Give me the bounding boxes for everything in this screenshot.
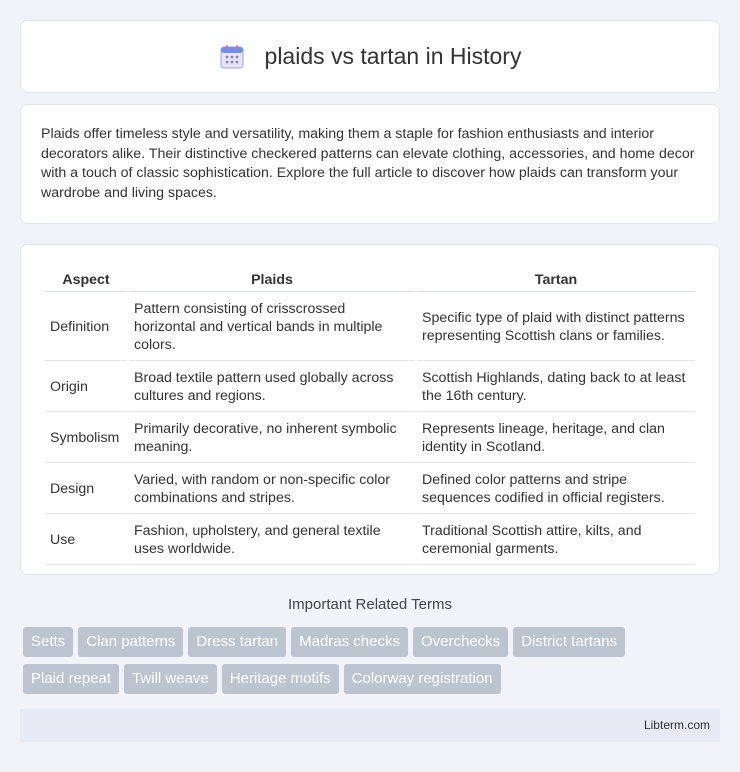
header-plaids: Plaids [129, 267, 415, 292]
aspect-cell: Symbolism [45, 414, 127, 463]
plaids-cell: Pattern consisting of crisscrossed horizontal and vertical bands in multiple colors. [129, 294, 415, 361]
tag-twill-weave[interactable]: Twill weave [124, 664, 217, 694]
comparison-card [20, 244, 720, 575]
aspect-cell: Use [45, 516, 127, 565]
tag-dress-tartan[interactable]: Dress tartan [188, 627, 286, 657]
plaids-cell: Primarily decorative, no inherent symbolic meaning. [129, 414, 415, 463]
header-aspect: Aspect [45, 267, 127, 292]
tag-colorway-registration[interactable]: Colorway registration [344, 664, 501, 694]
tartan-cell: Represents lineage, heritage, and clan identity in Scotland. [417, 414, 695, 463]
tartan-cell: Traditional Scottish attire, kilts, and ceremonial garments. [417, 516, 695, 565]
table-header-row [45, 267, 695, 292]
title-wrap [219, 43, 522, 70]
related-terms-title: Important Related Terms [288, 596, 452, 613]
intro-card [20, 104, 720, 224]
table-row [45, 294, 695, 361]
tag-madras-checks[interactable]: Madras checks [291, 627, 408, 657]
tag-district-tartans[interactable]: District tartans [513, 627, 625, 657]
aspect-cell: Design [45, 465, 127, 514]
aspect-cell: Origin [45, 363, 127, 412]
page-title: plaids vs tartan in History [264, 43, 522, 69]
tag-plaid-repeat[interactable]: Plaid repeat [23, 664, 119, 694]
related-terms-tags [23, 627, 723, 694]
tartan-cell: Scottish Highlands, dating back to at least the 16th century. [417, 363, 695, 412]
table-row [45, 516, 695, 565]
footer-link[interactable]: Libterm.com [643, 718, 710, 732]
tag-heritage-motifs[interactable]: Heritage motifs [222, 664, 339, 694]
tag-clan-patterns[interactable]: Clan patterns [78, 627, 183, 657]
table-row [45, 465, 695, 514]
tag-overchecks[interactable]: Overchecks [413, 627, 508, 657]
plaids-cell: Varied, with random or non-specific color combinations and stripes. [129, 465, 415, 514]
comparison-table [43, 265, 697, 567]
table-row [45, 363, 695, 412]
tag-setts[interactable]: Setts [23, 627, 73, 657]
footer [20, 709, 720, 742]
plaids-cell: Fashion, upholstery, and general textile uses worldwide. [129, 516, 415, 565]
header-tartan: Tartan [417, 267, 695, 292]
tartan-cell: Defined color patterns and stripe sequences codified in official registers. [417, 465, 695, 514]
table-row [45, 414, 695, 463]
header-card [20, 20, 720, 93]
intro-text: Plaids offer timeless style and versatility, making them a staple for fashion enthusiasts and interior decorators alike. Their distinctive checkered patterns can elevate clothing, accessories, and home decor with a touch of classic sophistication. Explore the full article to discover how plaids can transform your wardrobe and living spaces. [41, 126, 695, 201]
tartan-cell: Specific type of plaid with distinct patterns representing Scottish clans or families. [417, 294, 695, 361]
aspect-cell: Definition [45, 294, 127, 361]
plaids-cell: Broad textile pattern used globally across cultures and regions. [129, 363, 415, 412]
calendar-icon [219, 44, 245, 70]
